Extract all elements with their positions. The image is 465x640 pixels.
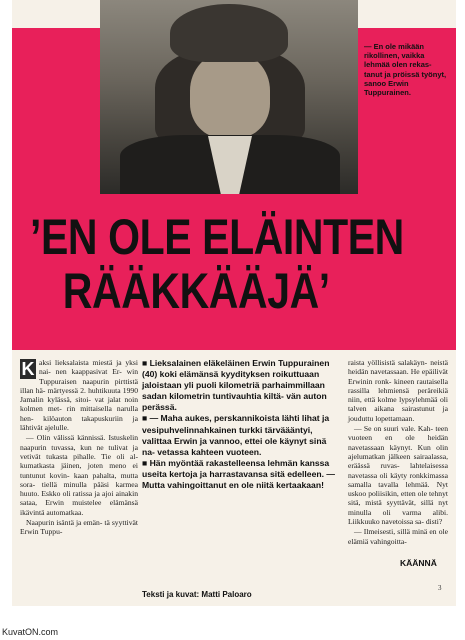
page-number: 3: [438, 584, 442, 592]
lead-paragraph: ■ — Maha aukes, perskannikoista lähti lihat ja vesipuhvelinnahkainen turkki tärväääntyi, valittaa Erwin ja vannoo, ettei ole käynyt sinä na- vetassa kahteen vuoteen.: [142, 413, 330, 457]
headline: [30, 209, 404, 319]
col1-paragraph: — Olin välissä kännissä. Istuskelin naapurin tuvassa, kun ne tulivat ja vetivät tukasta pihalle. Tie oli al- kumatkasta jäinen, joten meno ei tuntunut kovin- kaan pahalta, mutta sora- tiellä minulla pääsi karmea huuto. Eskko oli ratissa ja ajoi ainakin sataa, Erwin muistelee elämänsä ikävintä automatkaa.: [20, 433, 138, 517]
lead-paragraph: ■ Lieksalainen eläkeläinen Erwin Tuppurainen (40) koki elämänsä kyydityksen roikuttuaan jaloistaan yli puoli kilometriä parhaimmillaan sadan kilometrin tuntivauhtia kiltä- vän auton perässä.: [142, 358, 330, 413]
drop-cap: K: [21, 359, 35, 379]
photo-caption: — En ole mikään rikollinen, vaikka lehmää olen rekas- tanut ja pröissä työnyt, sanoo Erwin Tuppurainen.: [364, 42, 447, 98]
col3-paragraph: — Ilmeisesti, sillä minä en ole elämiä vahingoitta-: [348, 527, 448, 546]
photo-hat: [170, 4, 288, 62]
magazine-page: [12, 0, 456, 606]
headline-line-1: ’EN OLE ELÄINTEN: [30, 209, 404, 265]
column-2-lead: [142, 358, 340, 491]
column-1: [20, 358, 138, 538]
watermark-text: KuvatON.com: [2, 627, 59, 637]
turn-page-label: KÄÄNNÄ: [400, 558, 437, 568]
article-body: [12, 358, 456, 598]
col1-paragraph: Naapurin isäntä ja emän- tä syyttivät Erwin Tuppu-: [20, 518, 138, 537]
byline-credit: Teksti ja kuvat: Matti Paloaro: [142, 590, 252, 599]
column-3: [348, 358, 448, 547]
headline-line-2: RÄÄKKÄÄJÄ’: [62, 263, 330, 319]
portrait-photo: [100, 0, 358, 194]
col1-paragraph: aksi lieksalaista miestä ja yksi nai- nen kaappasivat Er- win Tuppuraisen naapurin pirttistä illan hä- märtyessä 2. huhtikuuta 1990 Jamalin kylässä, sitoi- vat jalat noin kolmen met- rin mittaisella narulla hen- kilöauton takapuskuriin ja lähtivät ajelulle.: [20, 358, 138, 433]
photo-face: [190, 52, 270, 138]
col3-paragraph: — Se on suuri vale. Kah- teen vuoteen en ole heidän navetassaan käynyt. Kun olin ajelumatkan jälkeen sairaalassa, eräässä ruvas- lahtelaisessa navetassa oli käyty ronkkimassa samalla tavalla lehmää. Nyt uskoo poliisikin, etten ole tehnyt sitä, mistä syyttävät, sillä nyt minulla oli varma alibi. Liikkuuko navetoissa sa- disti?: [348, 424, 448, 527]
col3-paragraph: raista yöllisistä salakäyn- neistä heidän navetassaan. He epäilivät Erwinin ronk- kineen rautaisella rassilla lehmiensä peräreikiä niin, että kolme lypsylehmää oli talven aikana sairastunut ja jouduttu lopettamaan.: [348, 358, 448, 423]
lead-paragraph: ■ Hän myöntää rakastelleensa lehmän kanssa useita kertoja ja harrastavansa sitä edelleen. — Mutta vahingoittanut en ole niitä kertaakaan!: [142, 457, 335, 491]
